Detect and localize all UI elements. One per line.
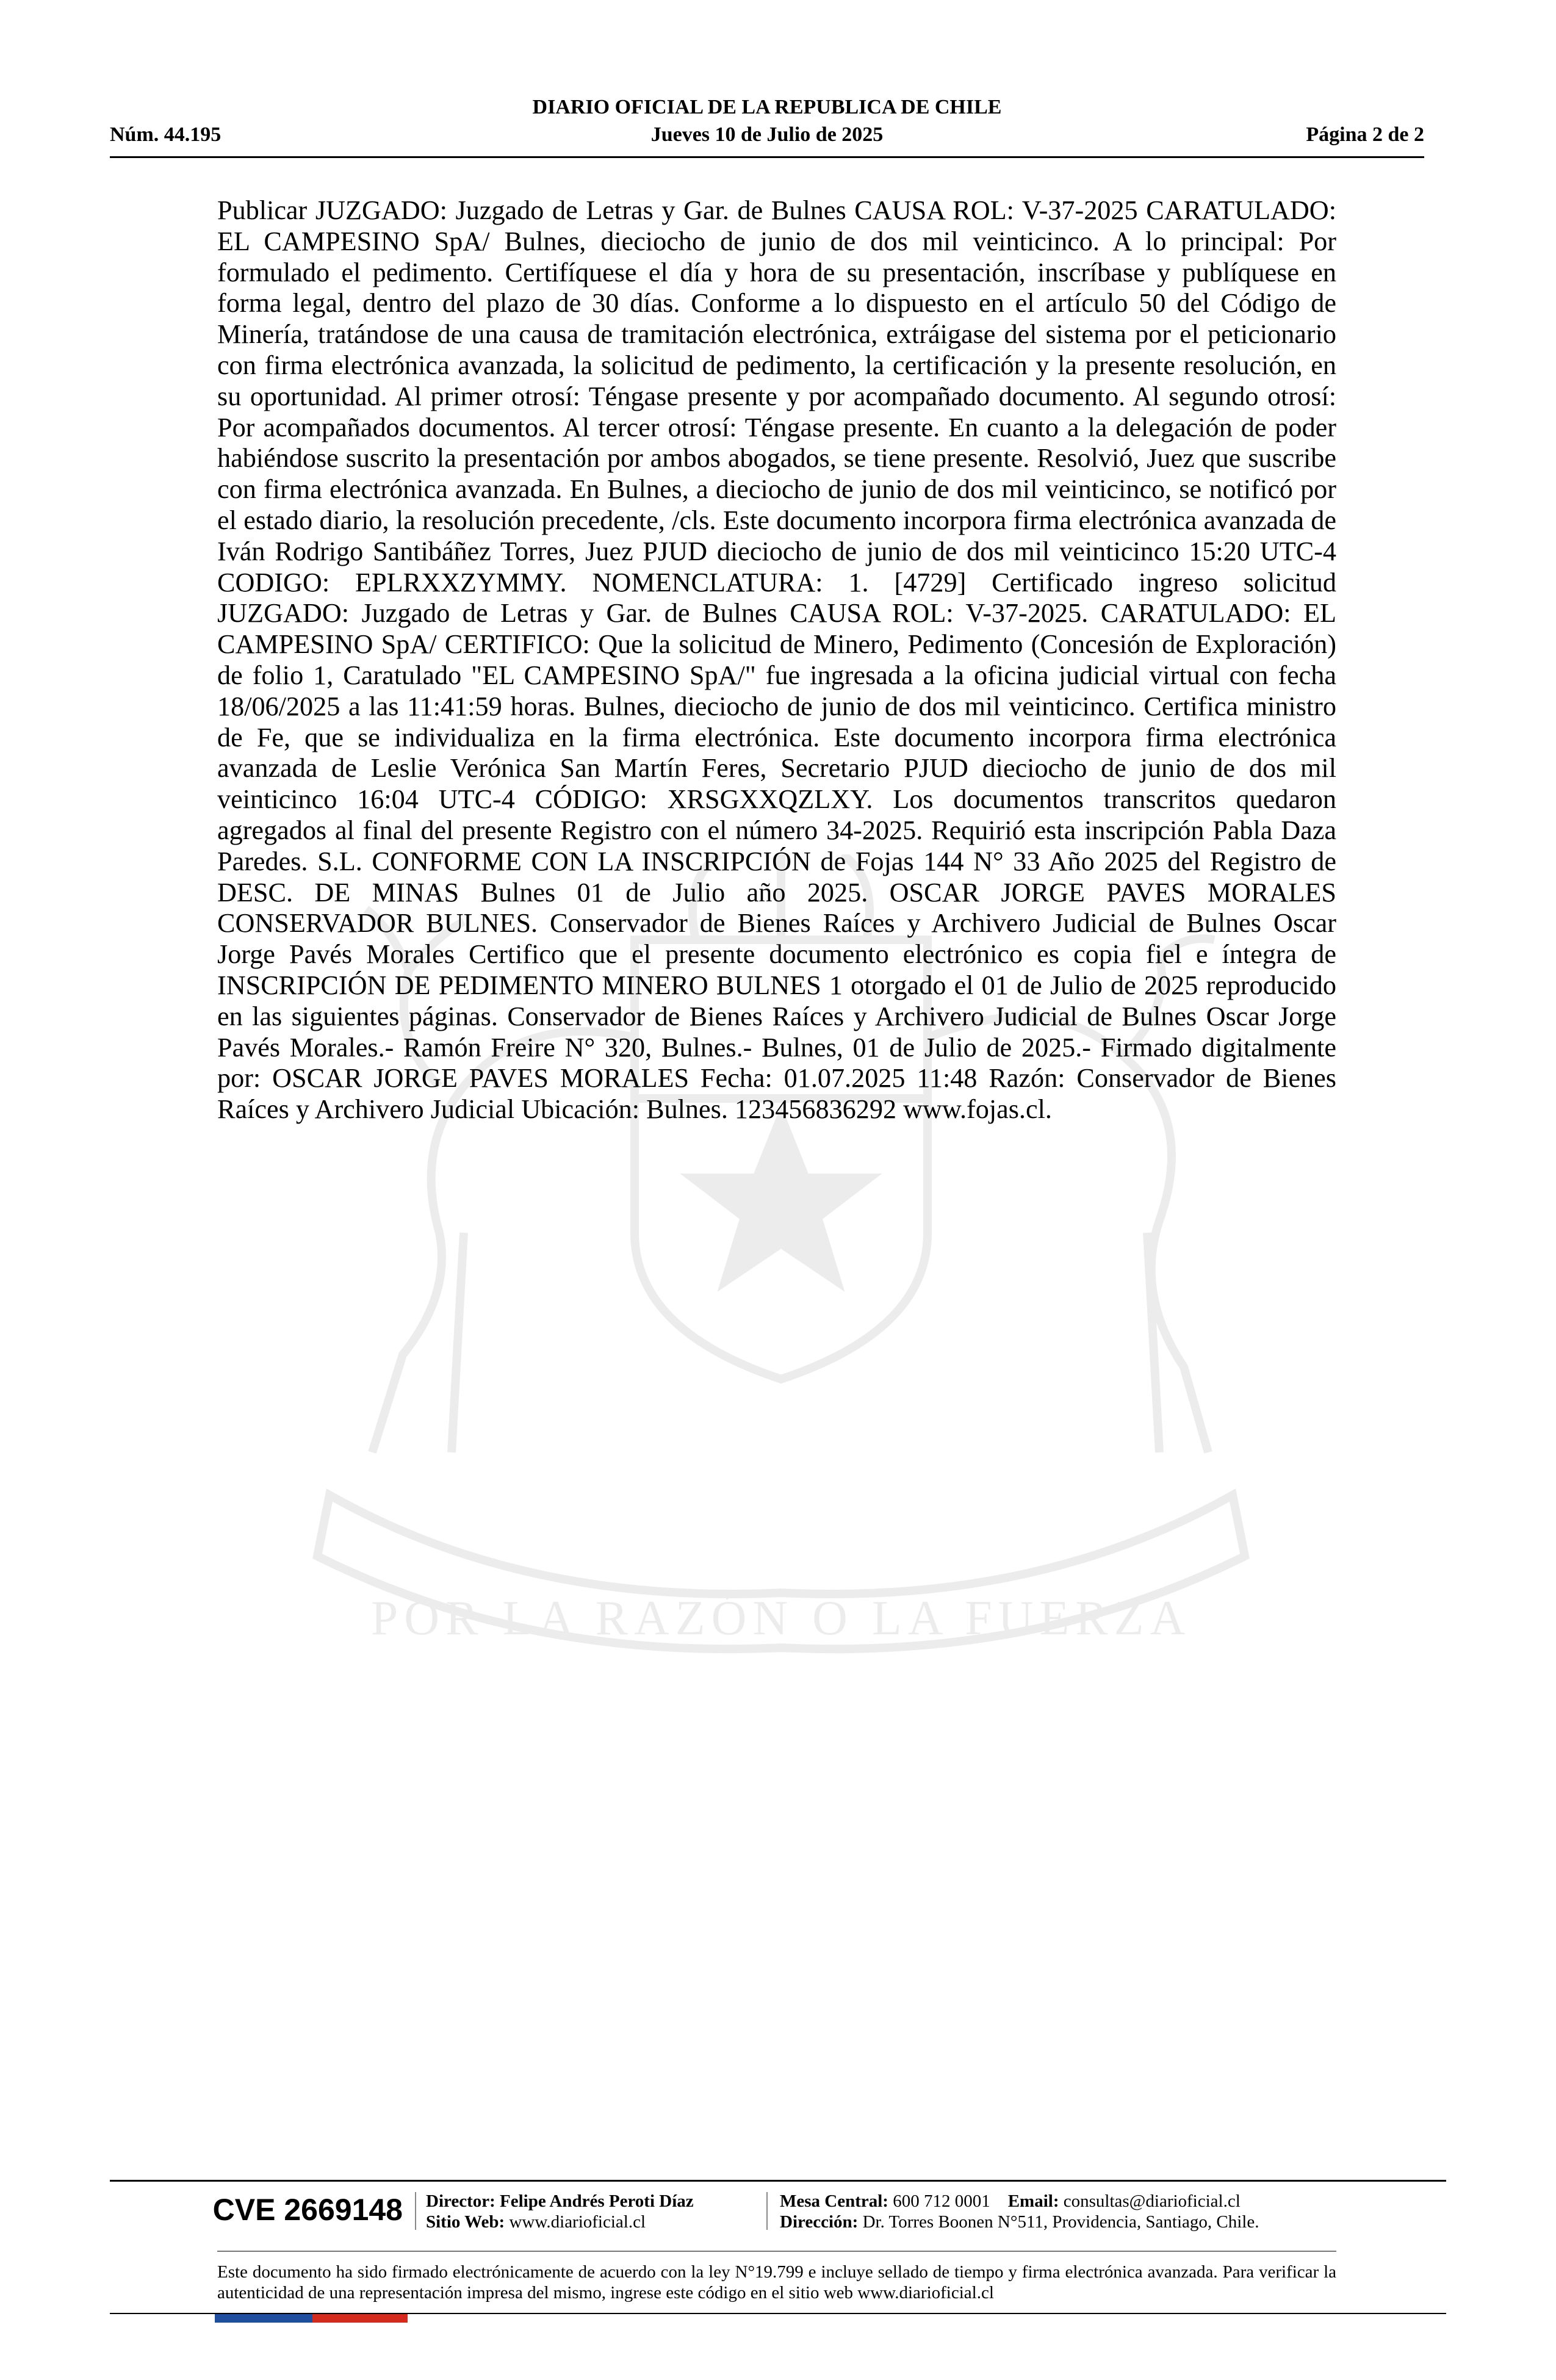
- flag-red-segment: [312, 2314, 408, 2323]
- main-body-text: Publicar JUZGADO: Juzgado de Letras y Gar. de Bulnes CAUSA ROL: V-37-2025 CARATULADO: EL CAMPESINO SpA/ Bulnes, dieciocho de junio de dos mil veinticinco. A lo principal: Por formulado el pedimento. Certifíquese el día y hora de su presentación, inscríbase y publíquese en forma legal, dentro del plazo de 30 días. Conforme a lo dispuesto en el artículo 50 del Código de Minería, tratándose de una causa de tramitación electrónica, extráigase del sistema por el peticionario con firma electrónica avanzada, la solicitud de pedimento, la certificación y la presente resolución, en su oportunidad. Al primer otrosí: Téngase presente y por acompañado documento. Al segundo otrosí: Por acompañados documentos. Al tercer otrosí: Téngase presente. En cuanto a la delegación de poder habiéndose suscrito la presentación por ambos abogados, se tiene presente. Resolvió, Juez que suscribe con firma electrónica avanzada. En Bulnes, a dieciocho de junio de dos mil veinticinco, se notificó por el estado diario, la resolución precedente, /cls. Este documento incorpora firma electrónica avanzada de Iván Rodrigo Santibáñez Torres, Juez PJUD dieciocho de junio de dos mil veinticinco 15:20 UTC-4 CODIGO: EPLRXXZYMMY. NOMENCLATURA: 1. [4729] Certificado ingreso solicitud JUZGADO: Juzgado de Letras y Gar. de Bulnes CAUSA ROL: V-37-2025. CARATULADO: EL CAMPESINO SpA/ CERTIFICO: Que la solicitud de Minero, Pedimento (Concesión de Exploración) de folio 1, Caratulado "EL CAMPESINO SpA/" fue ingresada a la oficina judicial virtual con fecha 18/06/2025 a las 11:41:59 horas. Bulnes, dieciocho de junio de dos mil veinticinco. Certifica ministro de Fe, que se individualiza en la firma electrónica. Este documento incorpora firma electrónica avanzada de Leslie Verónica San Martín Feres, Secretario PJUD dieciocho de junio de dos mil veinticinco 16:04 UTC-4 CÓDIGO: XRSGXXQZLXY. Los documentos transcritos quedaron agregados al final del presente Registro con el número 34-2025. Requirió esta inscripción Pabla Daza Paredes. S.L. CONFORME CON LA INSCRIPCIÓN de Fojas 144 N° 33 Año 2025 del Registro de DESC. DE MINAS Bulnes 01 de Julio año 2025. OSCAR JORGE PAVES MORALES CONSERVADOR BULNES. Conservador de Bienes Raíces y Archivero Judicial de Bulnes Oscar Jorge Pavés Morales Certifico que el presente documento electrónico es copia fiel e íntegra de INSCRIPCIÓN DE PEDIMENTO MINERO BULNES 1 otorgado el 01 de Julio de 2025 reproducido en las siguientes páginas. Conservador de Bienes Raíces y Archivero Judicial de Bulnes Oscar Jorge Pavés Morales.- Ramón Freire N° 320, Bulnes.- Bulnes, 01 de Julio de 2025.- Firmado digitalmente por: OSCAR JORGE PAVES MORALES Fecha: 01.07.2025 11:48 Razón: Conservador de Bienes Raíces y Archivero Judicial Ubicación: Bulnes. 123456836292 www.fojas.cl.: [217, 195, 1336, 1125]
- page-header: [110, 93, 1424, 158]
- email-link[interactable]: consultas@diarioficial.cl: [1063, 2191, 1241, 2211]
- website-link[interactable]: www.diarioficial.cl: [509, 2212, 646, 2232]
- footer-director-block: [426, 2191, 694, 2232]
- footer-top-divider: [110, 2180, 1446, 2182]
- issue-number: Núm. 44.195: [110, 123, 222, 146]
- issue-date: Jueves 10 de Julio de 2025: [650, 123, 884, 146]
- phone-number: 600 712 0001: [893, 2191, 990, 2211]
- email-label: Email:: [1007, 2191, 1059, 2211]
- cve-code: CVE 2669148: [212, 2193, 403, 2227]
- website-label: Sitio Web:: [426, 2212, 505, 2232]
- footer-divider: [766, 2192, 768, 2230]
- director-name: Felipe Andrés Peroti Díaz: [500, 2191, 694, 2211]
- watermark-motto: POR LA RAZÓN O LA FUERZA: [370, 1592, 1192, 1645]
- footer-contact-block: [780, 2191, 1259, 2232]
- page-indicator: Página 2 de 2: [1306, 123, 1424, 146]
- publication-title: DIARIO OFICIAL DE LA REPUBLICA DE CHILE: [532, 96, 1002, 118]
- phone-label: Mesa Central:: [780, 2191, 888, 2211]
- footer-divider: [415, 2192, 416, 2230]
- director-label: Director:: [426, 2191, 495, 2211]
- flag-color-bar: [215, 2314, 408, 2323]
- footer-mid-divider: [217, 2251, 1336, 2252]
- flag-blue-segment: [215, 2314, 312, 2323]
- address-text: Dr. Torres Boonen N°511, Providencia, Santiago, Chile.: [862, 2212, 1259, 2232]
- address-label: Dirección:: [780, 2212, 859, 2232]
- header-info-row: [110, 122, 1424, 148]
- footer-legal-note: Este documento ha sido firmado electrónicamente de acuerdo con la ley N°19.799 e incluye sellado de tiempo y firma electrónica avanzada. Para verificar la autenticidad de una representación impresa del mismo, ingrese este código en el sitio web www.diarioficial.cl: [217, 2262, 1336, 2302]
